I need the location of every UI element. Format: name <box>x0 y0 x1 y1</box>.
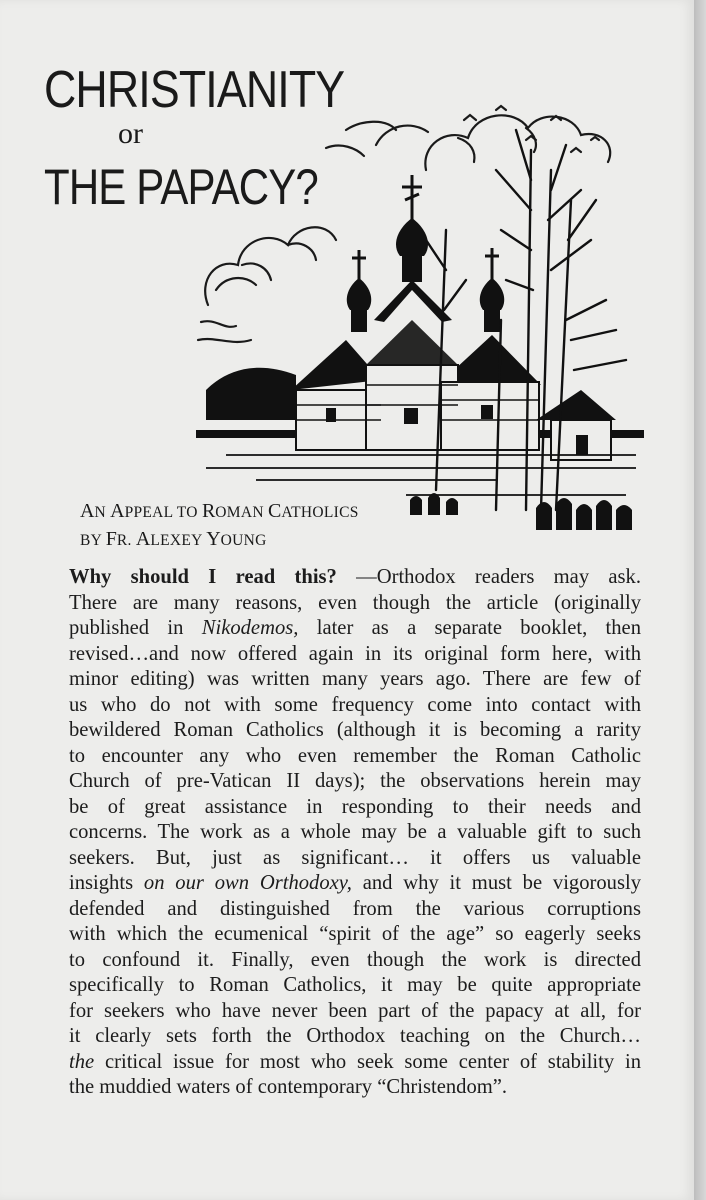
body-paragraph <box>69 565 641 1101</box>
title-line-2: or <box>118 117 143 150</box>
church-illustration <box>196 90 644 535</box>
title-line-3: THE PAPACY? <box>44 159 318 215</box>
page-edge <box>694 0 706 1200</box>
byline-author: BY FR. ALEXEY YOUNG <box>80 528 267 550</box>
text-line: the critical issue for most who seek some center of stability in <box>69 1050 641 1073</box>
text-line: revised…and now offered again in its original form here, with <box>69 642 641 665</box>
text-line: defended and distinguished from the various corruptions <box>69 897 641 920</box>
text-line: seekers. But, just as significant… it offers us valuable <box>69 846 641 869</box>
text-line: Church of pre-Vatican II days); the observations herein may <box>69 770 641 792</box>
text-line: published in Nikodemos, later as a separate booklet, then <box>69 617 641 639</box>
text-line: to confound it. Finally, even though the work is directed <box>69 948 641 971</box>
text-line: minor editing) was written many years ago. There are few of <box>69 668 641 690</box>
text-line: with which the ecumenical “spirit of the age” so eagerly seeks <box>69 923 641 945</box>
text-line: be of great assistance in responding to their needs and <box>69 795 641 818</box>
byline-subtitle: AN APPEAL TO ROMAN CATHOLICS <box>80 500 359 522</box>
text-line: it clearly sets forth the Orthodox teaching on the Church… <box>69 1025 641 1047</box>
text-line: There are many reasons, even though the article (originally <box>69 591 641 614</box>
text-line: specifically to Roman Catholics, it may be quite appropriate <box>69 974 641 996</box>
text-line: the muddied waters of contemporary “Christendom”. <box>69 1076 508 1098</box>
text-line: us who do not with some frequency come into contact with <box>69 693 641 716</box>
title-line-1: CHRISTIANITY <box>44 61 345 119</box>
text-line: to encounter any who even remember the Roman Catholic <box>69 744 641 767</box>
text-line: insights on our own Orthodoxy, and why it must be vigorously <box>69 872 641 894</box>
text-line: for seekers who have never been part of the papacy at all, for <box>69 999 641 1022</box>
text-line: bewildered Roman Catholics (although it is becoming a rarity <box>69 719 641 741</box>
text-line: Why should I read this? —Orthodox readers may ask. <box>69 566 641 588</box>
text-line: concerns. The work as a whole may be a valuable gift to such <box>69 821 641 843</box>
